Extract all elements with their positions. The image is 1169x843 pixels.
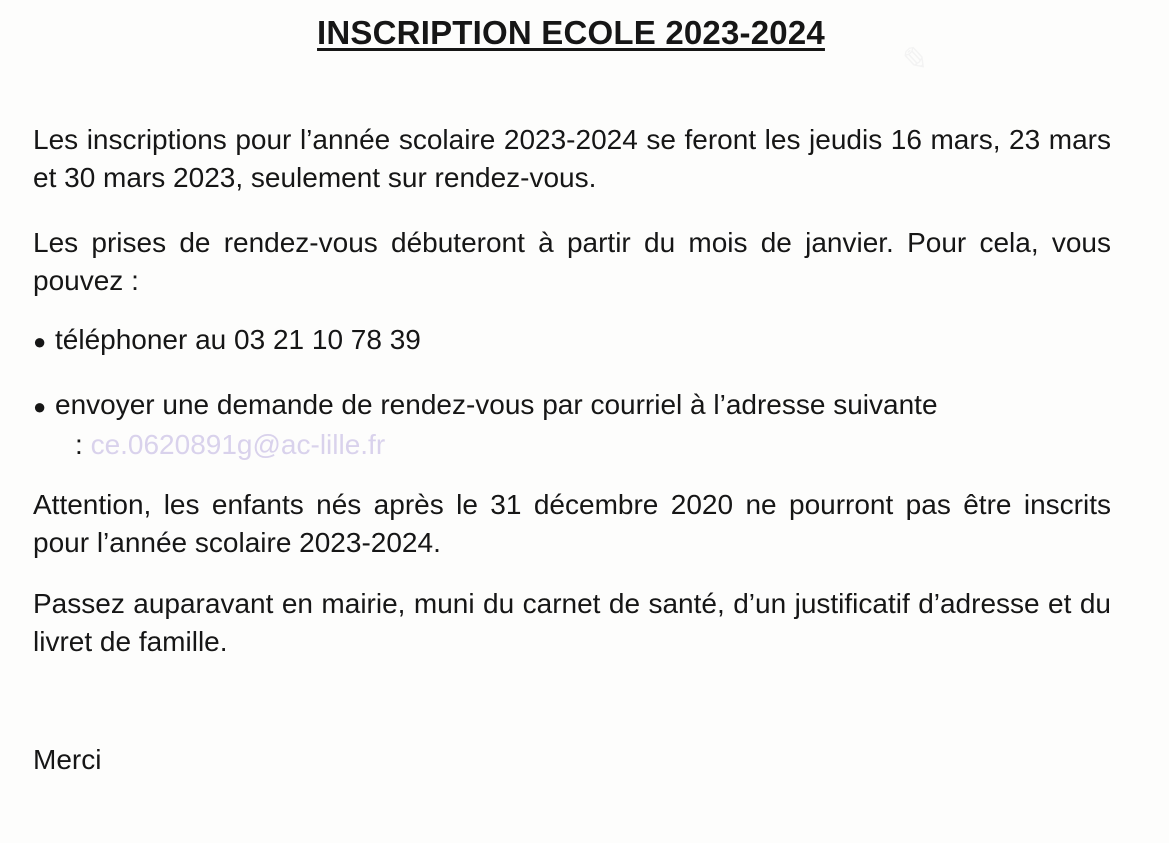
bullet-icon: ● [33, 394, 47, 419]
bullet-icon: ● [33, 329, 47, 354]
closing-text: Merci [33, 744, 102, 775]
paragraph-warning: Attention, les enfants nés après le 31 décembre 2020 ne pourront pas être inscrits pour l’année scolaire 2023-2024. [33, 489, 1111, 558]
email-separator: : [75, 429, 83, 460]
paragraph-documents: Passez auparavant en mairie, muni du carnet de santé, d’un justificatif d’adresse et du livret de famille. [33, 588, 1111, 657]
phone-instruction: téléphoner au 03 21 10 78 39 [55, 324, 421, 355]
email-line [33, 426, 1111, 464]
list-item-phone [33, 321, 1111, 361]
page-title: INSCRIPTION ECOLE 2023-2024 [317, 14, 825, 51]
paragraph-appointments: Les prises de rendez-vous débuteront à partir du mois de janvier. Pour cela, vous pouvez : [33, 227, 1111, 296]
list-item-email [33, 386, 1111, 464]
email-address-link[interactable]: ce.0620891g@ac-lille.fr [90, 429, 386, 460]
email-instruction: envoyer une demande de rendez-vous par courriel à l’adresse suivante [55, 389, 938, 420]
paragraph-dates: Les inscriptions pour l’année scolaire 2023-2024 se feront les jeudis 16 mars, 23 mars et 30 mars 2023, seulement sur rendez-vous. [33, 124, 1111, 193]
faint-handwritten-mark: ✎ [895, 38, 929, 82]
